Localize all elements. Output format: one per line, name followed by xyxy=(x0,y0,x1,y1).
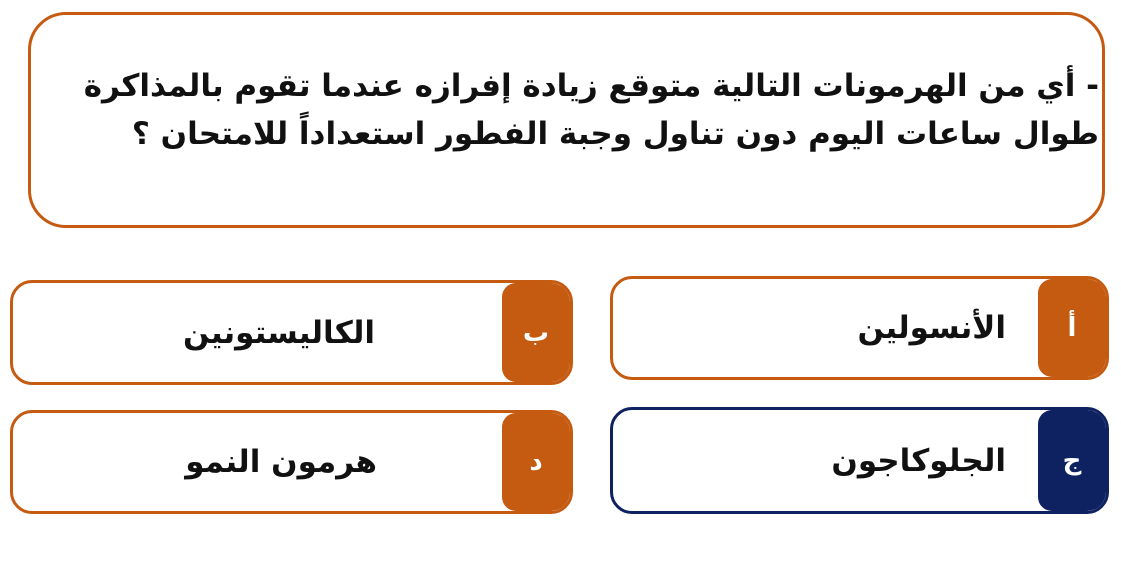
option-a-letter: أ xyxy=(1038,279,1106,377)
option-d-text: هرمون النمو xyxy=(185,444,377,480)
option-a-text: الأنسولين xyxy=(857,310,1006,346)
option-c[interactable] xyxy=(610,407,1109,514)
option-b-text: الكاليستونين xyxy=(182,314,375,351)
option-a[interactable] xyxy=(610,276,1109,380)
option-c-letter: ج xyxy=(1038,410,1106,511)
option-b[interactable] xyxy=(10,280,573,385)
option-b-letter: ب xyxy=(502,283,570,382)
question-text: - أي من الهرمونات التالية متوقع زيادة إفرازه عندما تقوم بالمذاكرة طوال ساعات اليوم دون تناول وجبة الفطور استعداداً للامتحان ؟ xyxy=(83,68,1099,152)
option-d-letter: د xyxy=(502,413,570,511)
option-c-text: الجلوكاجون xyxy=(831,442,1006,479)
option-d[interactable] xyxy=(10,410,573,514)
